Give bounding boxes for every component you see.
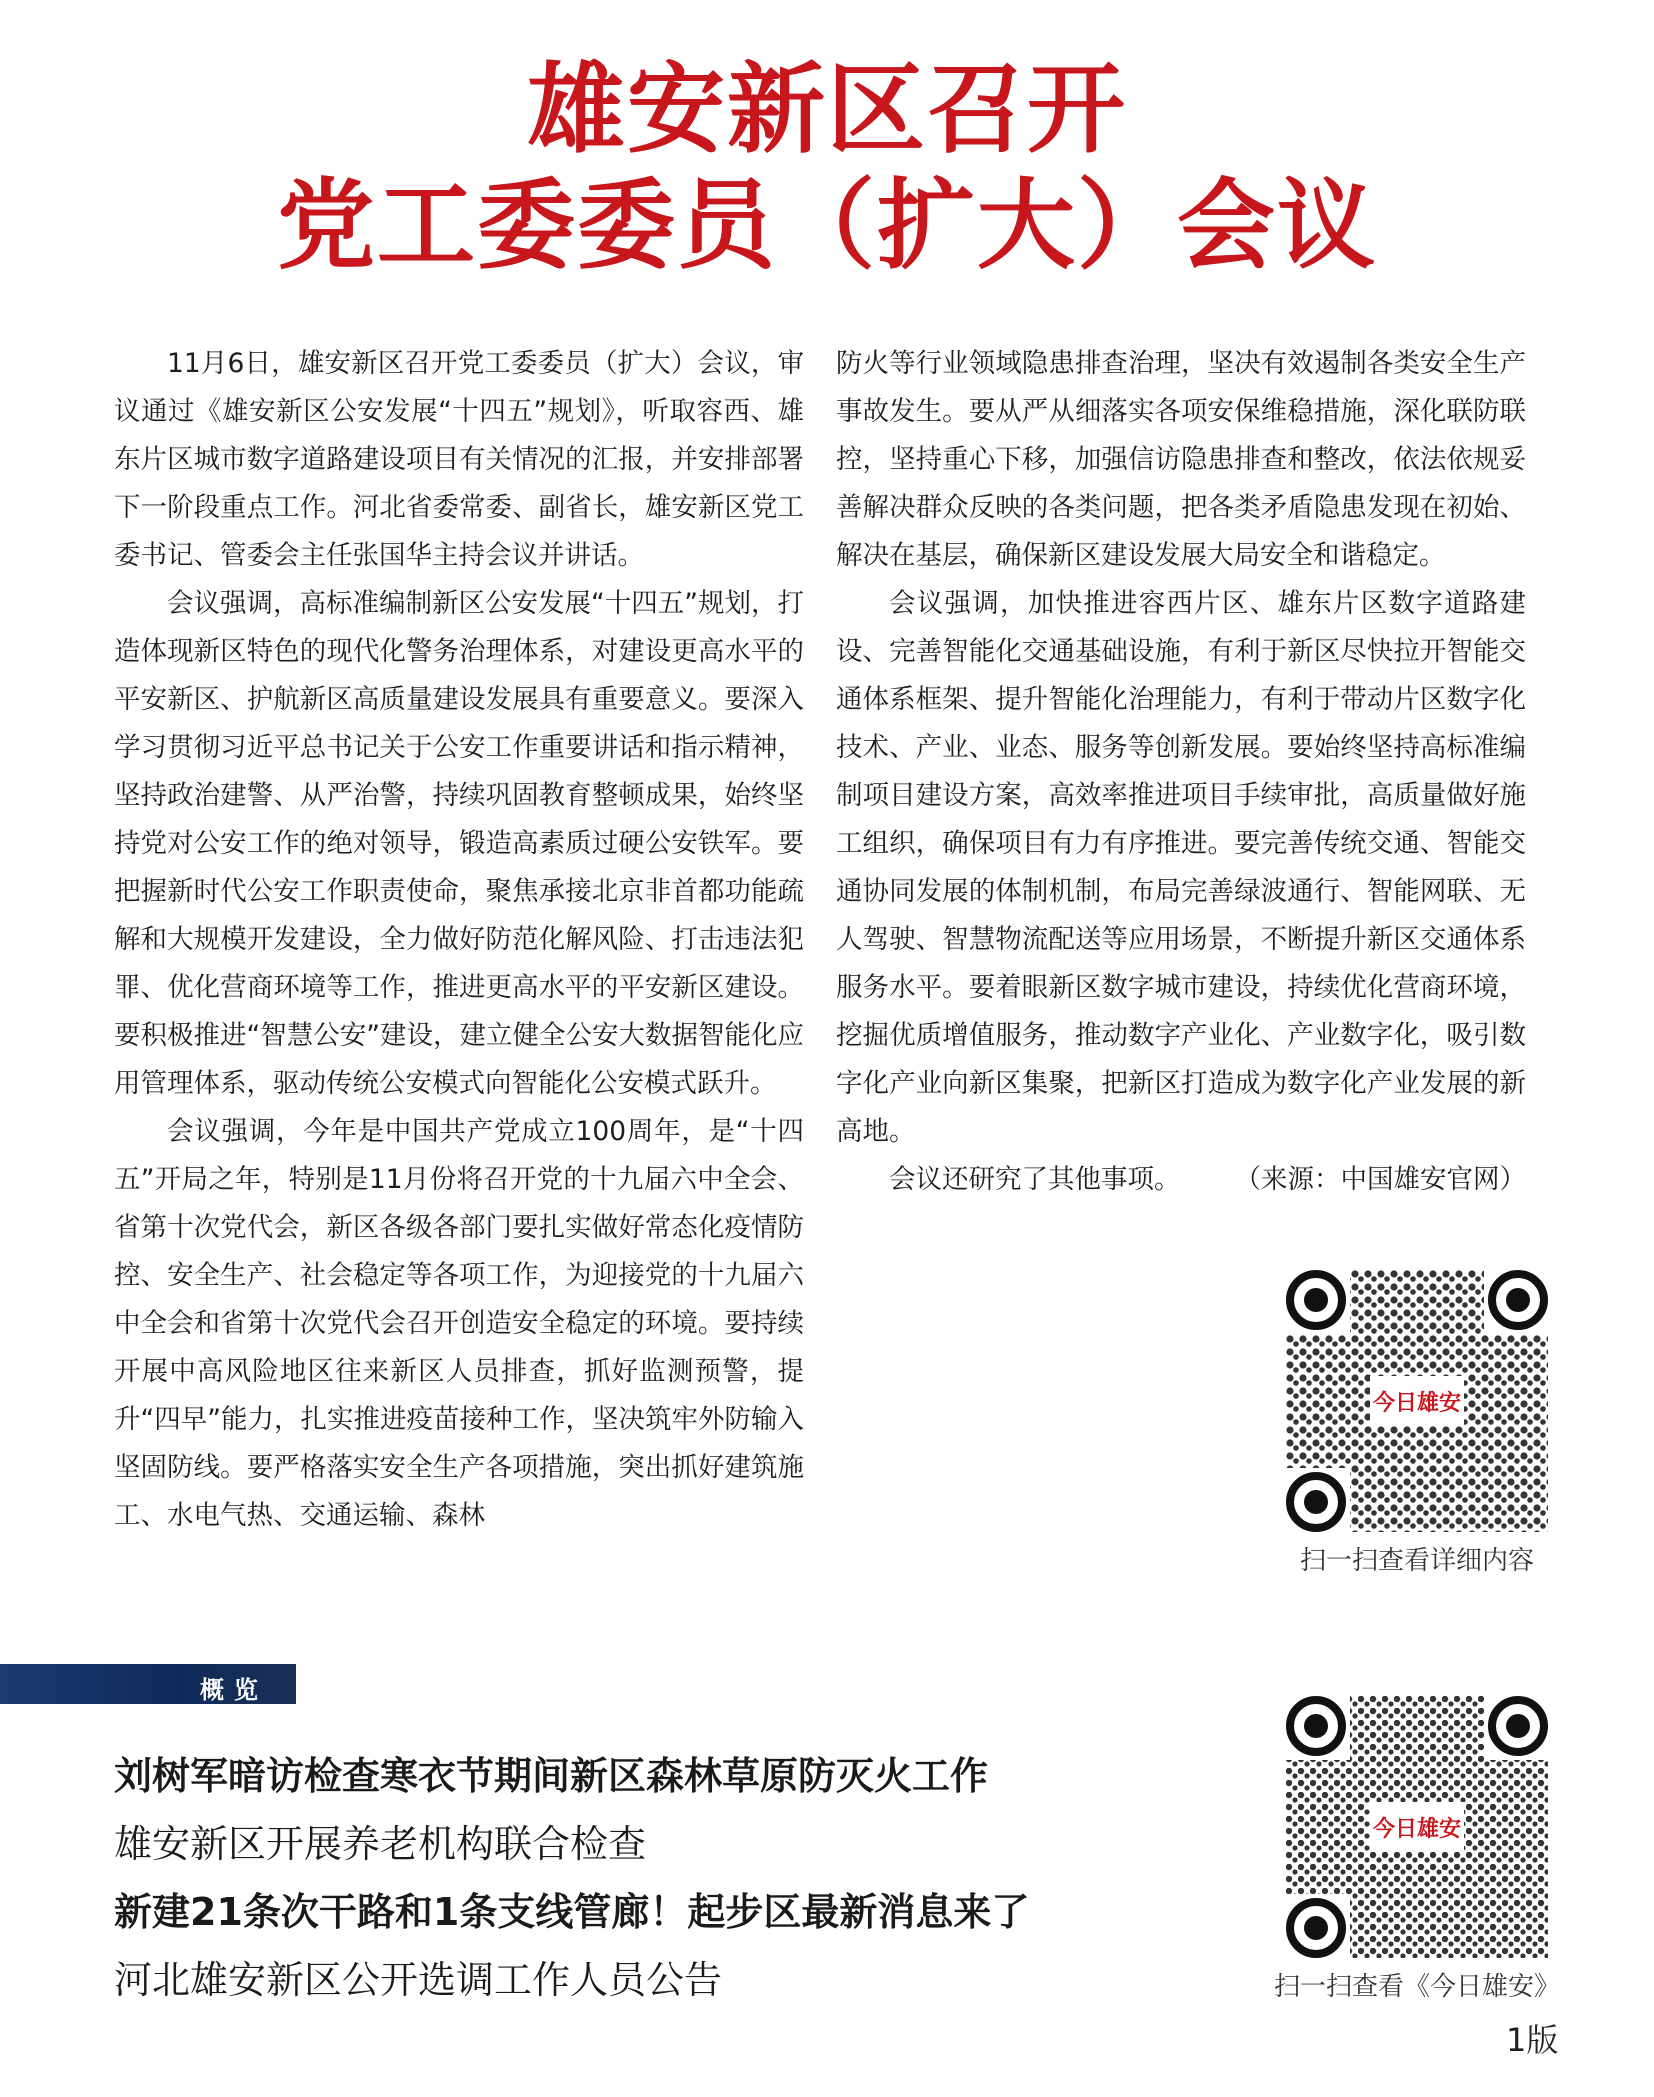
headline-link[interactable]: 新建21条次干路和1条支线管廊！起步区最新消息来了 bbox=[114, 1890, 1030, 1934]
article-column-right bbox=[836, 340, 1526, 1204]
qr-logo-text: 今日雄安 bbox=[1372, 1816, 1462, 1842]
source-credit: （来源：中国雄安官网） bbox=[1234, 1164, 1526, 1195]
article-paragraph: 会议强调，高标准编制新区公安发展“十四五”规划，打造体现新区特色的现代化警务治理体系，对建设更高水平的平安新区、护航新区高质量建设发展具有重要意义。要深入学习贯彻习近平总书记关于公安工作重要讲话和指示精神，坚持政治建警、从严治警，持续巩固教育整顿成果，始终坚持党对公安工作的绝对领导，锻造高素质过硬公安铁军。要把握新时代公安工作职责使命，聚焦承接北京非首都功能疏解和大规模开发建设，全力做好防范化解风险、打击违法犯罪、优化营商环境等工作，推进更高水平的平安新区建设。要积极推进“智慧公安”建设，建立健全公安大数据智能化应用管理体系，驱动传统公安模式向智能化公安模式跃升。 bbox=[114, 588, 804, 1099]
title-line-1: 雄安新区召开 bbox=[526, 52, 1127, 167]
article-paragraph: 11月6日，雄安新区召开党工委委员（扩大）会议，审议通过《雄安新区公安发展“十四五”规划》，听取容西、雄东片区城市数字道路建设项目有关情况的汇报，并安排部署下一阶段重点工作。河北省委常委、副省长，雄安新区党工委书记、管委会主任张国华主持会议并讲话。 bbox=[114, 348, 804, 571]
qr-code-details[interactable] bbox=[1286, 1270, 1548, 1532]
qr-block-app bbox=[1262, 1696, 1572, 2003]
article-paragraph: 会议强调，加快推进容西片区、雄东片区数字道路建设、完善智能化交通基础设施，有利于新区尽快拉开智能交通体系框架、提升智能化治理能力，有利于带动片区数字化技术、产业、业态、服务等创新发展。要始终坚持高标准编制项目建设方案，高效率推进项目手续审批，高质量做好施工组织，确保项目有力有序推进。要完善传统交通、智能交通协同发展的体制机制，布局完善绿波通行、智能网联、无人驾驶、智慧物流配送等应用场景，不断提升新区交通体系服务水平。要着眼新区数字城市建设，持续优化营商环境，挖掘优质增值服务，推动数字产业化、产业数字化，吸引数字化产业向新区集聚，把新区打造成为数字化产业发展的新高地。 bbox=[836, 588, 1526, 1147]
overview-section-bar bbox=[0, 1664, 296, 1704]
headline-link[interactable]: 刘树军暗访检查寒衣节期间新区森林草原防灭火工作 bbox=[114, 1754, 989, 1798]
qr-block-details bbox=[1282, 1270, 1552, 1577]
qr-caption: 扫一扫查看详细内容 bbox=[1299, 1546, 1534, 1576]
article-paragraph-continued: 防火等行业领域隐患排查治理，坚决有效遏制各类安全生产事故发生。要从严从细落实各项安保维稳措施，深化联防联控，坚持重心下移，加强信访隐患排查和整改，依法依规妥善解决群众反映的各类问题，把各类矛盾隐患发现在初始、解决在基层，确保新区建设发展大局安全和谐稳定。 bbox=[836, 348, 1526, 571]
headline-link[interactable]: 雄安新区开展养老机构联合检查 bbox=[114, 1822, 647, 1866]
qr-caption: 扫一扫查看《今日雄安》 bbox=[1273, 1972, 1560, 2002]
overview-label: 概览 bbox=[200, 1676, 268, 1704]
headline-link[interactable]: 河北雄安新区公开选调工作人员公告 bbox=[114, 1958, 723, 2002]
closing-text: 会议还研究了其他事项。 bbox=[889, 1164, 1181, 1195]
overview-headlines bbox=[114, 1742, 1174, 2014]
article-title bbox=[0, 52, 1654, 284]
page-number: 1版 bbox=[1506, 2021, 1559, 2059]
title-line-2: 党工委委员（扩大）会议 bbox=[276, 168, 1377, 283]
qr-logo-text: 今日雄安 bbox=[1372, 1390, 1462, 1416]
qr-code-app[interactable] bbox=[1286, 1696, 1548, 1958]
article-paragraph: 会议强调，今年是中国共产党成立100周年，是“十四五”开局之年，特别是11月份将召开党的十九届六中全会、省第十次党代会，新区各级各部门要扎实做好常态化疫情防控、安全生产、社会稳定等各项工作，为迎接党的十九届六中全会和省第十次党代会召开创造安全稳定的环境。要持续开展中高风险地区往来新区人员排查，抓好监测预警，提升“四早”能力，扎实推进疫苗接种工作，坚决筑牢外防输入坚固防线。要严格落实安全生产各项措施，突出抓好建筑施工、水电气热、交通运输、森林 bbox=[114, 1116, 804, 1531]
article-closing-line bbox=[836, 1156, 1526, 1204]
article-column-left bbox=[114, 340, 804, 1540]
